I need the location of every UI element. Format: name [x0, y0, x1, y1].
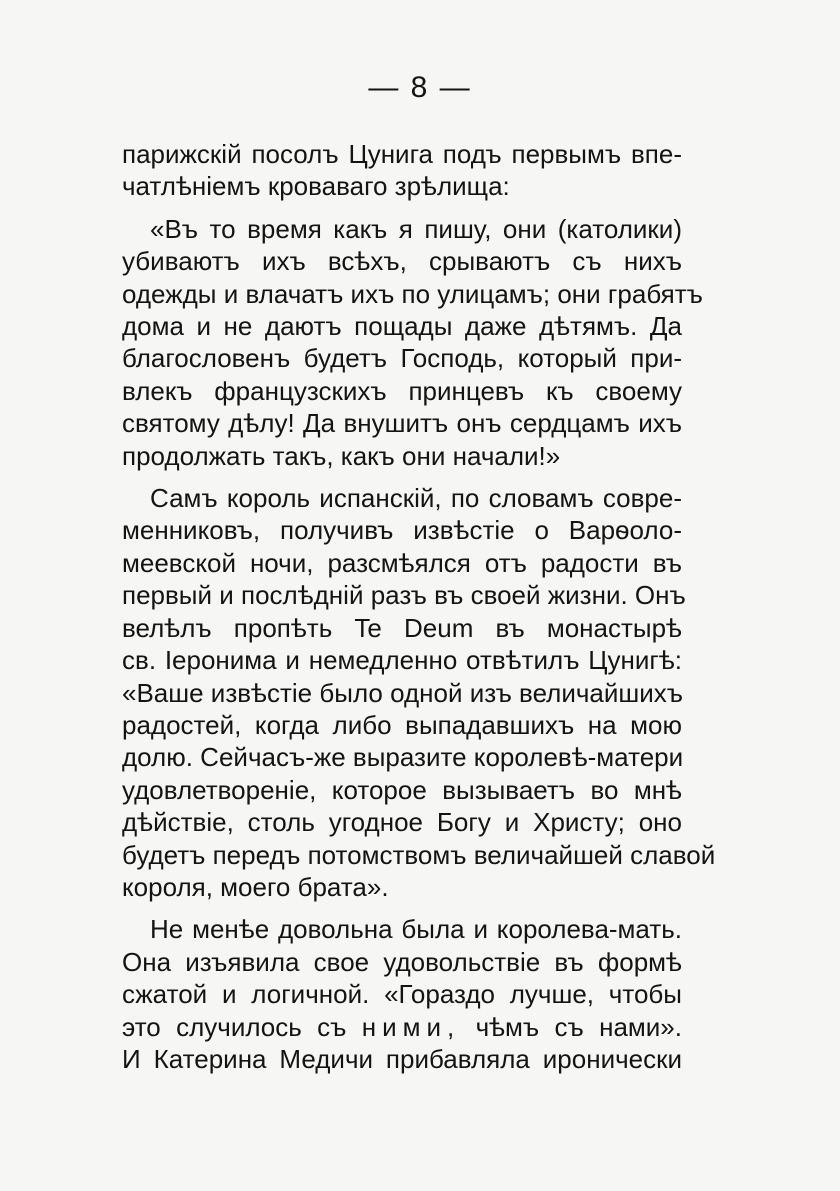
text-line: одежды и влачатъ ихъ по улицамъ; они грабятъ	[122, 278, 703, 309]
text-line: святому дѣлу! Да внушитъ онъ сердцамъ ихъ	[122, 408, 682, 439]
text-line: Не менѣе довольна была и королева-мать.	[150, 914, 682, 945]
quote-paragraph	[122, 213, 703, 472]
text-line: чатлѣніемъ кроваваго зрѣлища:	[122, 171, 510, 202]
text-segment: это случилось съ	[122, 1011, 362, 1042]
text-line: Она изъявила свое удовольствіе въ формѣ	[122, 946, 682, 977]
text-line: благословенъ будетъ Господь, который при-	[122, 343, 682, 374]
text-line: будетъ передъ потомствомъ величайшей славой	[122, 839, 716, 870]
page-number: — 8 —	[368, 71, 472, 104]
text-line: св. Іеронима и немедленно отвѣтилъ Цунигѣ:	[122, 645, 682, 676]
text-line: первый и послѣдній разъ въ своей жизни. Онъ	[122, 580, 686, 611]
body-text	[122, 138, 716, 1075]
text-line: удовлетвореніе, которое вызываетъ во мнѣ	[122, 774, 682, 805]
text-segment: чѣмъ съ нами».	[460, 1011, 682, 1042]
text-line: «Ваше извѣстіе было одной изъ величайшихъ	[122, 677, 684, 708]
text-line: Самъ король испанскій, по словамъ совре-	[150, 483, 682, 514]
text-line: дѣйствіе, столь угодное Богу и Христу; оно	[122, 807, 682, 838]
spaced-emphasis: ними,	[361, 1011, 461, 1042]
text-line: убиваютъ ихъ всѣхъ, срываютъ съ нихъ	[122, 246, 682, 277]
paragraph	[122, 482, 716, 903]
text-line: менниковъ, получивъ извѣстіе о Варѳоло-	[122, 515, 682, 546]
text-line: влекъ французскихъ принцевъ къ своему	[122, 375, 682, 406]
text-line: «Въ то время какъ я пишу, они (католики)	[150, 213, 682, 244]
paragraph	[122, 913, 682, 1075]
text-line: радостей, когда либо выпадавшихъ на мою	[122, 709, 682, 740]
text-line: дома и не даютъ пощады даже дѣтямъ. Да	[122, 311, 682, 342]
text-line: сжатой и логичной. «Гораздо лучше, чтобы	[122, 979, 682, 1010]
text-line: меевской ночи, разсмѣялся отъ радости въ	[122, 547, 682, 578]
text-line: продолжать такъ, какъ они начали!»	[122, 440, 561, 471]
text-line: И Катерина Медичи прибавляла иронически	[122, 1043, 682, 1074]
paragraph	[122, 138, 682, 203]
text-line: велѣлъ пропѣть Te Deum въ монастырѣ	[122, 612, 682, 643]
text-line-spaced	[122, 1011, 682, 1043]
text-line: короля, моего брата».	[122, 871, 389, 902]
text-line: парижскій посолъ Цунига подъ первымъ впе-	[122, 139, 682, 169]
text-line: долю. Сейчасъ-же выразите королевѣ-матери	[122, 742, 684, 773]
